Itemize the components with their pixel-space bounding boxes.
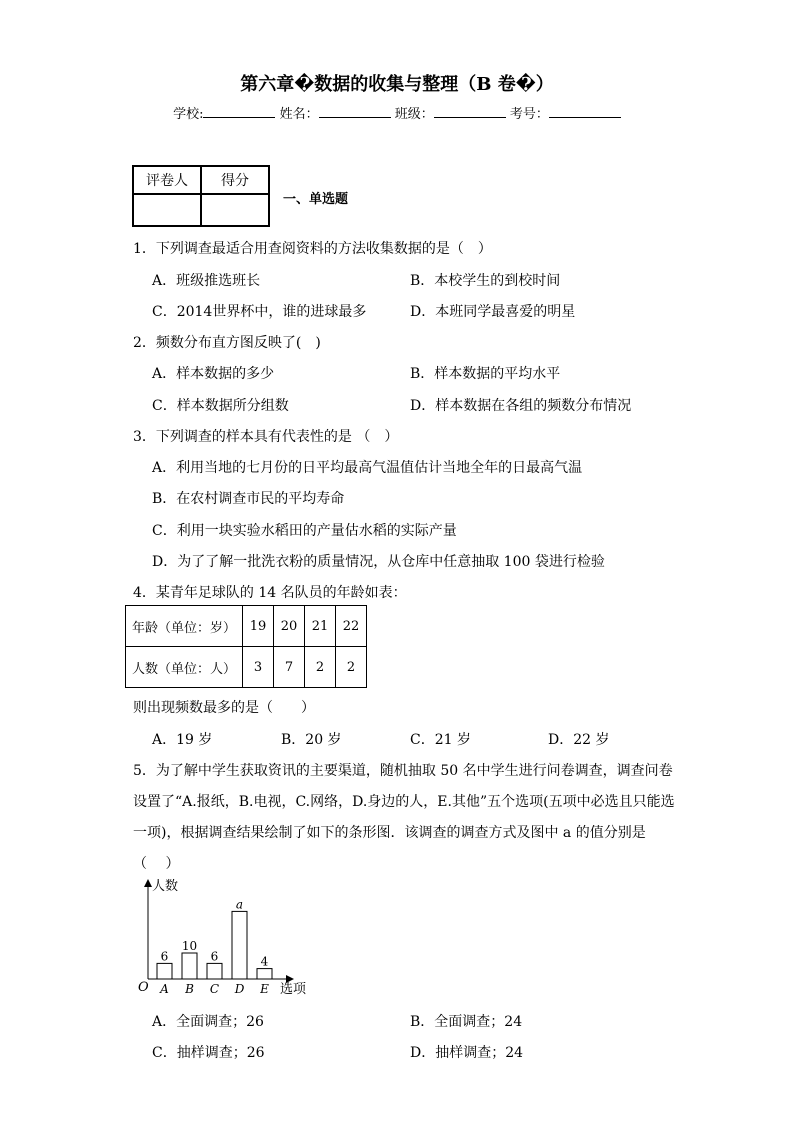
grader-cell (133, 194, 201, 226)
category-tick-label: E (260, 982, 269, 996)
category-tick-label: B (185, 982, 194, 996)
q3-option-c[interactable]: C．利用一块实验水稻田的产量估水稻的实际产量 (152, 523, 457, 539)
name-label: 姓名： (279, 107, 319, 122)
bar-A (157, 963, 172, 979)
q2-option-a[interactable]: A．样本数据的多少 (152, 366, 275, 382)
score-header: 得分 (201, 166, 269, 194)
bar-value-label: 10 (181, 939, 198, 953)
q5-option-b[interactable]: B．全面调查；24 (410, 1014, 523, 1030)
origin-label: O (138, 980, 149, 995)
age-cell: 21 (305, 606, 336, 647)
count-cell: 7 (274, 647, 305, 688)
age-row-label: 年龄（单位：岁） (126, 606, 243, 647)
q3-option-a[interactable]: A．利用当地的七月份的日平均最高气温值估计当地全年的日最高气温 (152, 460, 583, 476)
q5-stem-line1: 5．为了解中学生获取资讯的主要渠道，随机抽取 50 名中学生进行问卷调查，调查问卷 (133, 763, 673, 779)
age-cell: 20 (274, 606, 305, 647)
q3-option-b[interactable]: B．在农村调查市民的平均寿命 (152, 491, 345, 507)
category-tick-label: C (209, 982, 220, 996)
q5-stem-line3: 一项)，根据调查结果绘制了如下的条形图．该调查的调查方式及图中 a 的值分别是 (133, 825, 646, 841)
q2-option-c[interactable]: C．样本数据所分组数 (152, 398, 289, 414)
q1-stem: 1．下列调查最适合用查阅资料的方法收集数据的是（ ） (133, 241, 492, 257)
grader-header: 评卷人 (133, 166, 201, 194)
score-cell (201, 194, 269, 226)
q5-stem-line4: （ ） (133, 856, 180, 872)
q5-stem-line2: 设置了“A.报纸，B.电视，C.网络，D.身边的人，E.其他”五个选项(五项中必选且只能选 (133, 794, 675, 810)
count-row-label: 人数（单位：人） (126, 647, 243, 688)
q5-option-a[interactable]: A．全面调查；26 (152, 1014, 264, 1030)
q5-option-d[interactable]: D．抽样调查；24 (410, 1045, 524, 1061)
student-info-line (0, 103, 794, 122)
category-tick-label: D (234, 982, 245, 996)
bar-value-label: 6 (210, 949, 219, 964)
q1-option-a[interactable]: A．班级推选班长 (152, 273, 261, 289)
count-cell: 2 (305, 647, 336, 688)
school-label: 学校: (173, 107, 204, 122)
y-axis-label: 人数 (152, 879, 179, 894)
class-blank[interactable] (434, 105, 506, 118)
bar-D (232, 911, 247, 979)
bar-value-label: a (235, 897, 244, 912)
number-blank[interactable] (549, 105, 621, 118)
age-cell: 19 (243, 606, 274, 647)
section-heading: 一、单选题 (283, 192, 349, 207)
school-blank[interactable] (203, 105, 275, 118)
class-label: 班级： (394, 107, 434, 122)
page-title: 第六章�数据的收集与整理（B 卷�） (240, 74, 554, 95)
q5-option-c[interactable]: C．抽样调查；26 (152, 1045, 265, 1061)
age-table (125, 605, 367, 688)
q3-option-d[interactable]: D．为了了解一批洗衣粉的质量情况，从仓库中任意抽取 100 袋进行检验 (152, 554, 605, 570)
category-tick-label: A (160, 982, 169, 996)
bar-value-label: 6 (160, 949, 169, 964)
q1-option-b[interactable]: B．本校学生的到校时间 (410, 273, 561, 289)
q4-stem: 4．某青年足球队的 14 名队员的年龄如表： (133, 585, 407, 601)
x-axis-label: 选项 (280, 982, 307, 997)
score-table (132, 165, 270, 227)
bar-E (257, 969, 272, 979)
bar-B (182, 953, 197, 979)
q2-option-d[interactable]: D．样本数据在各组的频数分布情况 (410, 398, 632, 414)
q2-option-b[interactable]: B．样本数据的平均水平 (410, 366, 561, 382)
count-cell: 2 (336, 647, 367, 688)
q3-stem: 3．下列调查的样本具有代表性的是 （ ） (133, 429, 399, 445)
count-cell: 3 (243, 647, 274, 688)
name-blank[interactable] (319, 105, 391, 118)
q2-stem: 2．频数分布直方图反映了( ) (133, 335, 321, 351)
q4-option-b[interactable]: B．20 岁 (281, 732, 342, 748)
q4-option-c[interactable]: C．21 岁 (410, 732, 471, 748)
bar-value-label: 4 (260, 954, 269, 969)
q4-follow: 则出现频数最多的是（ ） (133, 700, 315, 716)
bar-C (207, 963, 222, 979)
bar-chart (130, 875, 320, 1005)
q1-option-c[interactable]: C．2014世界杯中，谁的进球最多 (152, 304, 367, 320)
q4-option-a[interactable]: A．19 岁 (152, 732, 213, 748)
q1-option-d[interactable]: D．本班同学最喜爱的明星 (410, 304, 576, 320)
q4-option-d[interactable]: D．22 岁 (548, 732, 610, 748)
age-cell: 22 (336, 606, 367, 647)
number-label: 考号： (509, 107, 549, 122)
